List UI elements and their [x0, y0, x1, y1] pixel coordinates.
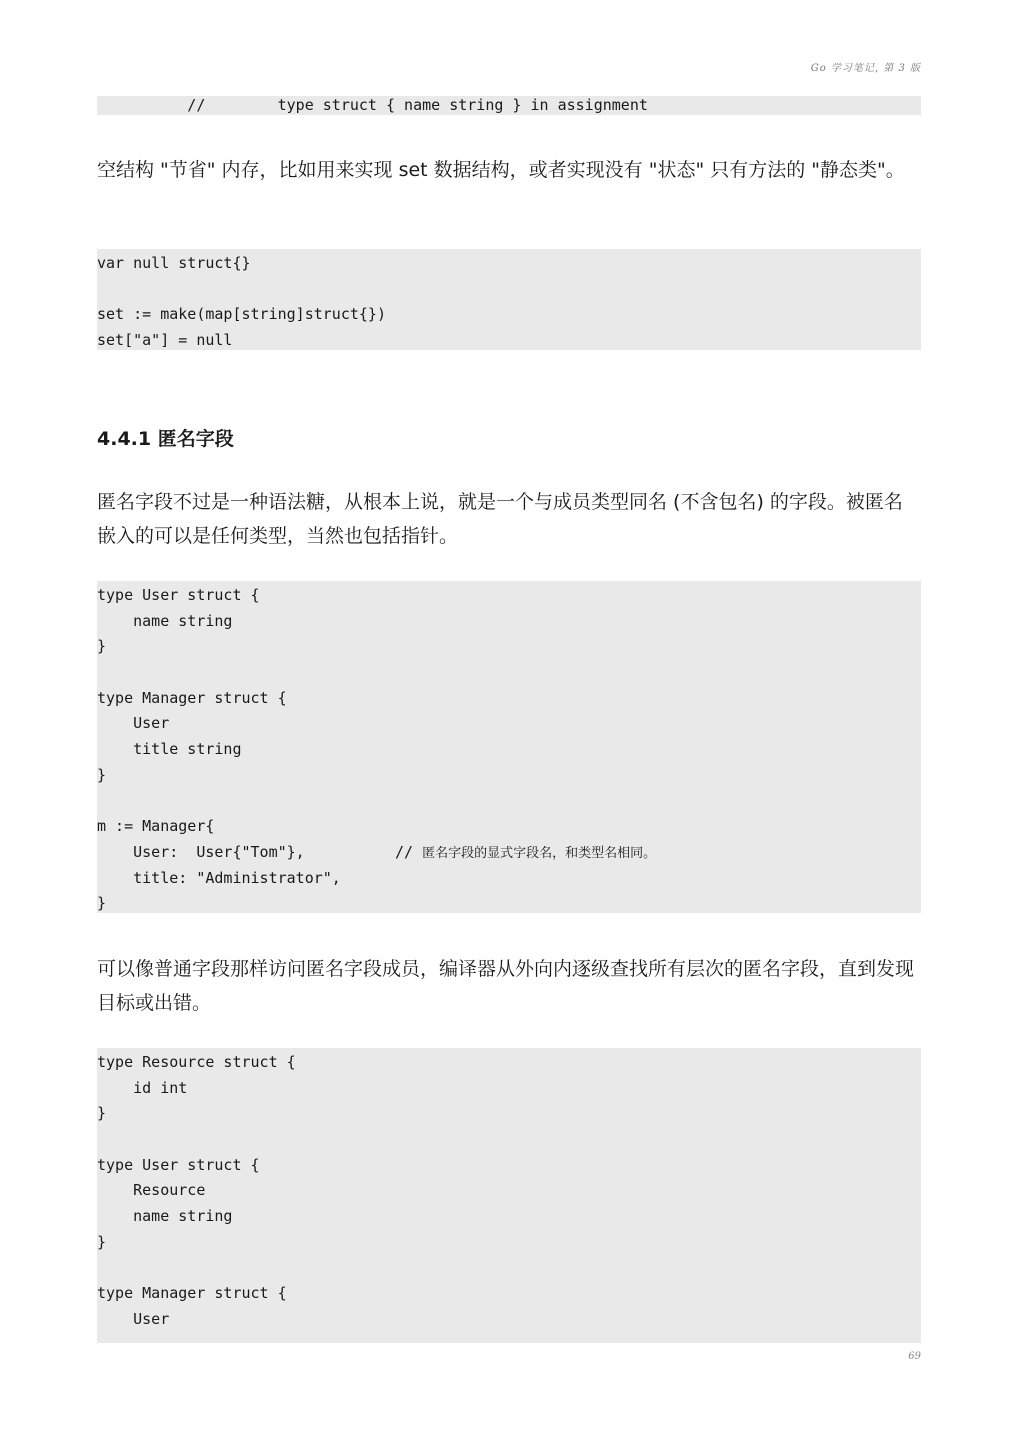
code-line: type User struct { [97, 1155, 260, 1174]
code-line [97, 277, 921, 303]
code-line: name string [97, 611, 233, 630]
code-line: } [97, 1104, 107, 1123]
code-line: id int [97, 1078, 188, 1097]
code-line: } [97, 1232, 107, 1251]
code-comment: 匿名字段的显式字段名，和类型名相同。 [422, 845, 657, 861]
code-line [97, 660, 921, 686]
paragraph-field-lookup: 可以像普通字段那样访问匿名字段成员，编译器从外向内逐级查找所有层次的匿名字段，直到发现目标或出错。 [97, 958, 915, 1014]
code-line [97, 1127, 921, 1153]
code-line: type Manager struct { [97, 688, 287, 707]
code-line: type Resource struct { [97, 1053, 296, 1071]
code-line: } [97, 637, 107, 656]
code-line: type Manager struct { [97, 1284, 287, 1303]
code-line: } [97, 894, 107, 913]
code-line: User [97, 714, 170, 733]
code-line: User [97, 1309, 170, 1328]
code-line: title: "Administrator", [97, 868, 341, 887]
code-line: Resource [97, 1181, 206, 1200]
code-line: var null struct{} [97, 254, 251, 272]
code-line: name string [97, 1207, 233, 1226]
section-heading: 4.4.1 匿名字段 [97, 428, 234, 450]
code-line: User: User{"Tom"}, // 匿名字段的显式字段名，和类型名相同。 [97, 842, 657, 861]
code-block-assignment-comment [97, 96, 921, 115]
code-block-user-manager [97, 581, 921, 913]
code-line [97, 1256, 921, 1282]
code-line: } [97, 765, 107, 784]
code-line: // type struct { name string } in assignment [97, 96, 648, 114]
code-line: set["a"] = null [97, 331, 233, 350]
paragraph-anonymous-fields: 匿名字段不过是一种语法糖，从根本上说，就是一个与成员类型同名 (不含包名) 的字段。被匿名嵌入的可以是任何类型，当然也包括指针。 [97, 491, 903, 547]
code-line [97, 789, 921, 815]
running-header: Go 学习笔记, 第 3 版 [810, 63, 921, 74]
code-line: set := make(map[string]struct{}) [97, 305, 386, 324]
code-block-null-struct [97, 249, 921, 350]
page-number: 69 [908, 1351, 921, 1362]
paragraph-empty-struct: 空结构 "节省" 内存，比如用来实现 set 数据结构，或者实现没有 "状态" 只有方法的 "静态类"。 [97, 159, 905, 181]
code-line: title string [97, 740, 242, 759]
code-line: m := Manager{ [97, 817, 215, 836]
code-block-resource [97, 1048, 921, 1343]
code-line: type User struct { [97, 586, 260, 604]
